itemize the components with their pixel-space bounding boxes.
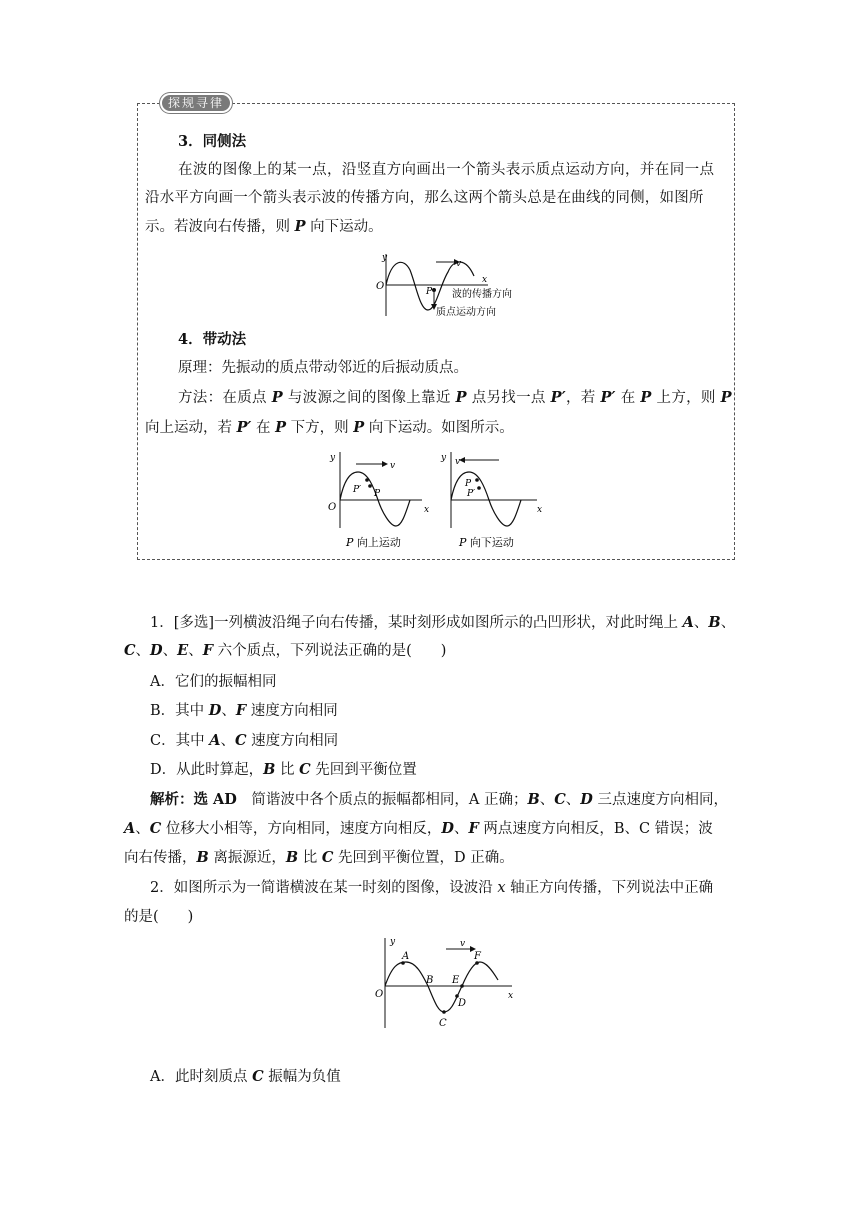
x-label: x (482, 275, 488, 285)
driving-figure-down (437, 448, 549, 552)
point-c: C (234, 732, 247, 749)
text-run: 下方，则 (285, 420, 354, 436)
text-run: 向上运动，若 (145, 420, 237, 436)
separator: 、 (220, 733, 235, 749)
text-run: ，若 (565, 390, 601, 406)
q1-option-d (150, 760, 417, 780)
point-e-dot (460, 984, 464, 988)
text-run: C．其中 (150, 733, 210, 749)
point-c: C (252, 1068, 264, 1085)
particle-direction-label: 质点运动方向 (436, 307, 496, 318)
y-label: y (390, 937, 396, 947)
separator: 、 (454, 821, 469, 837)
same-side-text-line2: 沿水平方向画一个箭头表示波的传播方向，那么这两个箭头总是在曲线的同侧，如图所 (145, 190, 704, 206)
text-run: 速度方向相同 (246, 733, 339, 749)
separator: 、 (162, 643, 178, 659)
origin-label: O (328, 502, 337, 513)
separator: 、 (135, 643, 151, 659)
caption-p: P (346, 536, 354, 549)
b-label: B (426, 975, 434, 986)
point-p-prime: P′ (550, 389, 566, 406)
section-badge: 探规寻律 (160, 93, 232, 113)
text-run: 与波源之间的图像上靠近 (282, 390, 456, 406)
point-c: C (124, 642, 136, 659)
point-f: F (468, 820, 479, 837)
text-run: 在 (615, 390, 641, 406)
origin-label: O (375, 989, 384, 1000)
q2-stem-line2: 的是( ) (124, 909, 194, 925)
separator: 、 (221, 703, 236, 719)
caption-down (458, 535, 514, 549)
point-c: C (554, 791, 566, 808)
text-run: 示。若波向右传播，则 (145, 219, 295, 235)
point-p-prime-dot (365, 478, 369, 482)
answer-head: 解析：选 AD (150, 791, 237, 808)
q1-option-b (150, 701, 338, 721)
text-run: 六个质点，下列说法正确的是( ) (212, 643, 447, 659)
text-run: 上方，则 (651, 390, 721, 406)
q1-answer-line3 (124, 848, 514, 868)
driving-method-line2 (145, 418, 514, 438)
p-label: P (374, 489, 381, 499)
point-p-prime: P′ (236, 419, 252, 436)
point-p: P (294, 218, 306, 235)
q1-option-a: A．它们的振幅相同 (150, 674, 277, 690)
q1-answer-line2 (124, 819, 713, 839)
heading-driving-method: 4．带动法 (178, 331, 247, 348)
text-run: B．其中 (150, 703, 209, 719)
point-c: C (149, 820, 162, 837)
separator: 、 (188, 643, 203, 659)
c-label: C (439, 1018, 447, 1029)
x-label: x (424, 505, 430, 515)
point-p: P (353, 419, 365, 436)
text-run: 位移大小相等，方向相同，速度方向相反， (161, 821, 442, 837)
text-run: 先回到平衡位置，D 正确。 (333, 850, 514, 866)
point-p: P (640, 389, 652, 406)
v-label: v (460, 939, 466, 949)
text-run: 2．如图所示为一简谐横波在某一时刻的图像，设波沿 (150, 880, 498, 896)
v-label: v (390, 461, 396, 471)
wave-curve (386, 262, 474, 310)
text-run: 方法：在质点 (178, 390, 272, 406)
text-run: 简谐波中各个质点的振幅都相同，A 正确； (236, 792, 528, 808)
y-label: y (330, 453, 336, 463)
separator: 、 (539, 792, 555, 808)
separator: 、 (565, 792, 581, 808)
point-d: D (441, 820, 454, 837)
x-label: x (537, 505, 543, 515)
text-run: 先回到平衡位置 (310, 762, 417, 778)
point-a: A (124, 820, 136, 837)
point-b: B (196, 849, 209, 866)
point-b: B (285, 849, 299, 866)
point-e: E (177, 642, 189, 659)
text-run: 速度方向相同 (246, 703, 338, 719)
point-d: D (208, 702, 222, 719)
f-label: F (474, 951, 481, 962)
text-run: 在 (251, 420, 276, 436)
same-side-text-line1: 在波的图像上的某一点，沿竖直方向画出一个箭头表示质点运动方向，并在同一点 (178, 162, 715, 178)
q1-stem-line1 (150, 613, 735, 633)
text-run: 向右传播， (124, 850, 197, 866)
same-side-text-line3 (145, 217, 383, 237)
q1-answer-line1 (150, 790, 728, 810)
p-prime-label: P′ (353, 485, 362, 495)
q2-wave-figure (370, 934, 520, 1032)
point-a: A (682, 614, 694, 631)
origin-label: O (376, 281, 385, 292)
driving-method-line1 (178, 388, 730, 408)
point-p-dot (477, 486, 481, 490)
point-p-dot (368, 484, 372, 488)
point-a: A (209, 732, 221, 749)
a-label: A (402, 951, 410, 962)
same-side-figure (370, 250, 540, 320)
text-run: 向下运动。如图所示。 (364, 420, 514, 436)
text-run: A．此时刻质点 (150, 1069, 253, 1085)
point-p: P (271, 389, 283, 406)
point-b: B (263, 761, 276, 778)
text-run: 两点速度方向相反，B、C 错误；波 (478, 821, 713, 837)
driving-figure-up (322, 448, 434, 552)
text-run: 1．[多选]一列横波沿绳子向右传播，某时刻形成如图所示的凸凹形状，对此时绳上 (150, 615, 683, 631)
separator: 、 (720, 615, 736, 631)
x-label: x (508, 991, 514, 1001)
heading-same-side-method: 3．同侧法 (178, 133, 247, 150)
p-prime-label: P′ (467, 489, 476, 499)
text-run: 比 (275, 762, 300, 778)
caption-text: 向下运动 (466, 536, 514, 549)
caption-text: 向上运动 (353, 536, 401, 549)
point-c: C (299, 761, 311, 778)
separator: 、 (693, 615, 709, 631)
point-p-prime: P′ (600, 389, 616, 406)
y-label: y (441, 453, 447, 463)
wave-curve (451, 472, 521, 526)
separator: 、 (135, 821, 150, 837)
point-b: B (527, 791, 540, 808)
v-label: v (455, 457, 461, 467)
point-c-dot (442, 1010, 446, 1014)
point-f: F (235, 702, 247, 719)
q2-option-a (150, 1067, 341, 1087)
point-p: P (720, 389, 732, 406)
point-b: B (708, 614, 721, 631)
point-p: P (455, 389, 467, 406)
text-run: 向下运动。 (305, 219, 383, 235)
p-label: P (426, 287, 433, 297)
q1-option-c (150, 731, 338, 751)
text-run: 点另找一点 (466, 390, 551, 406)
text-run: 轴正方向传播，下列说法中正确 (505, 880, 714, 896)
text-run: 离振源近， (208, 850, 286, 866)
arrowhead (382, 461, 388, 467)
q1-stem-line2 (124, 641, 446, 661)
wave-curve (385, 962, 498, 1012)
point-f: F (202, 642, 213, 659)
text-run: 比 (298, 850, 322, 866)
point-c: C (321, 849, 334, 866)
e-label: E (452, 975, 460, 986)
axis-x: x (497, 880, 506, 896)
wave-curve (340, 472, 410, 526)
text-run: 振幅为负值 (263, 1069, 341, 1085)
caption-up (345, 535, 401, 549)
p-label: P (465, 479, 472, 489)
caption-p: P (459, 536, 467, 549)
d-label: D (458, 998, 467, 1009)
y-label: y (382, 253, 388, 263)
wave-direction-label: 波的传播方向 (452, 289, 512, 300)
point-d: D (150, 642, 163, 659)
v-label: v (456, 259, 462, 269)
q2-stem-line1 (150, 878, 713, 898)
point-d: D (580, 791, 593, 808)
driving-principle: 原理：先振动的质点带动邻近的后振动质点。 (178, 360, 468, 376)
point-p-prime-dot (475, 478, 479, 482)
point-p: P (275, 419, 286, 436)
text-run: 三点速度方向相同， (592, 792, 728, 808)
text-run: D．从此时算起， (150, 762, 264, 778)
